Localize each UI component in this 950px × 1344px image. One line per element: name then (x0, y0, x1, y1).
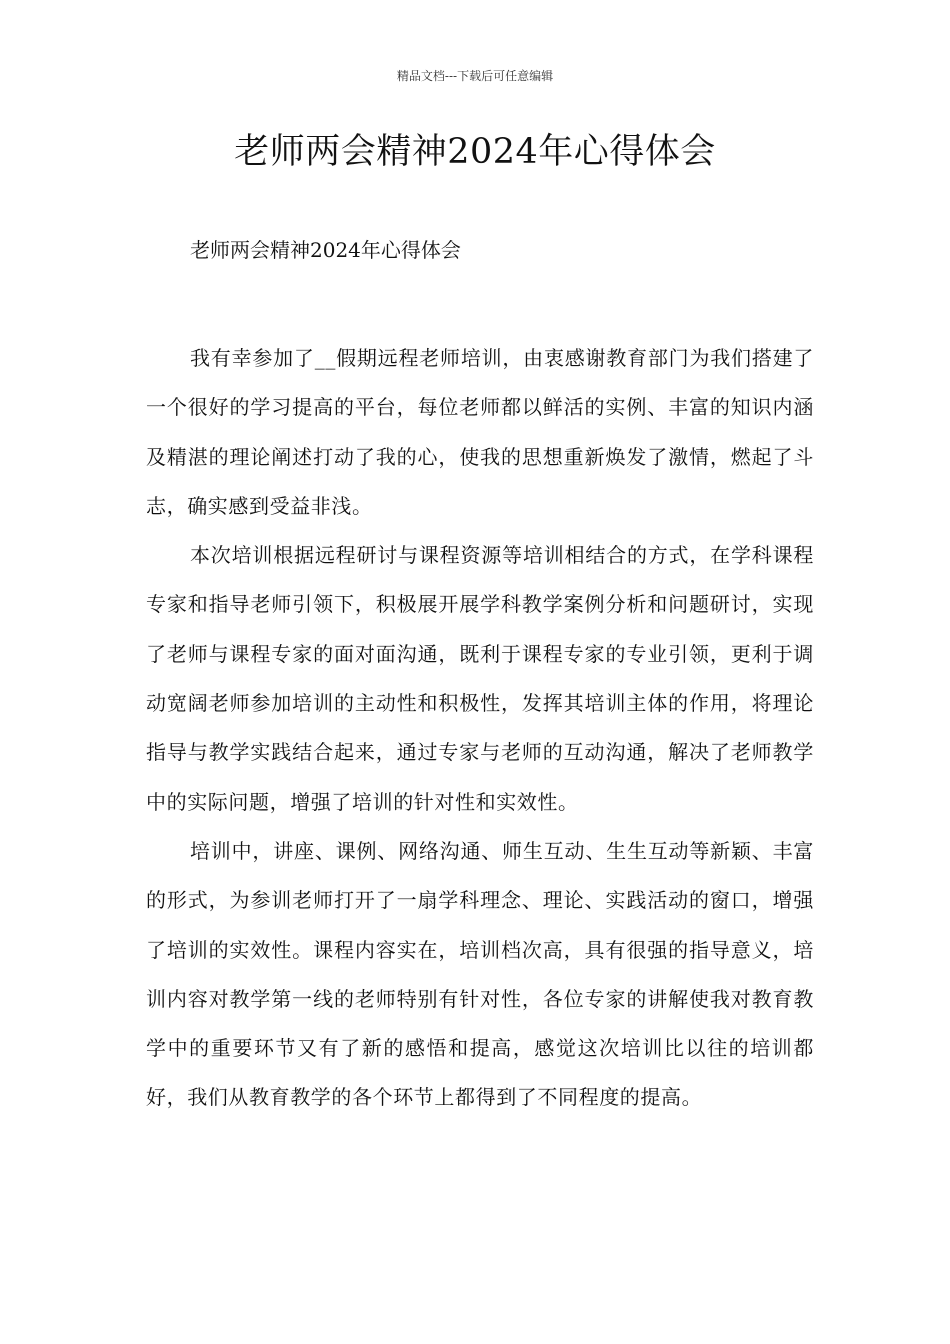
document-body (146, 334, 814, 1123)
document-title: 老师两会精神2024年心得体会 (234, 132, 716, 172)
document-subtitle: 老师两会精神2024年心得体会 (190, 238, 461, 262)
paragraph: 本次培训根据远程研讨与课程资源等培训相结合的方式，在学科课程专家和指导老师引领下，积极展开展学科教学案例分析和问题研讨，实现了老师与课程专家的面对面沟通，既利于课程专家的专业引领，更利于调动宽阔老师参加培训的主动性和积极性，发挥其培训主体的作用，将理论指导与教学实践结合起来，通过专家与老师的互动沟通，解决了老师教学中的实际问题，增强了培训的针对性和实效性。 (146, 543, 814, 814)
paragraph: 培训中，讲座、课例、网络沟通、师生互动、生生互动等新颖、丰富的形式，为参训老师打开了一扇学科理念、理论、实践活动的窗口，增强了培训的实效性。课程内容实在，培训档次高，具有很强的指导意义，培训内容对教学第一线的老师特别有针对性，各位专家的讲解使我对教育教学中的重要环节又有了新的感悟和提高，感觉这次培训比以往的培训都好，我们从教育教学的各个环节上都得到了不同程度的提高。 (146, 838, 814, 1110)
paragraph: 我有幸参加了__假期远程老师培训，由衷感谢教育部门为我们搭建了一个很好的学习提高的平台，每位老师都以鲜活的实例、丰富的知识内涵及精湛的理论阐述打动了我的心，使我的思想重新焕发了激情，燃起了斗志，确实感到受益非浅。 (146, 346, 814, 518)
header-note: 精品文档---下载后可任意编辑 (396, 69, 554, 83)
